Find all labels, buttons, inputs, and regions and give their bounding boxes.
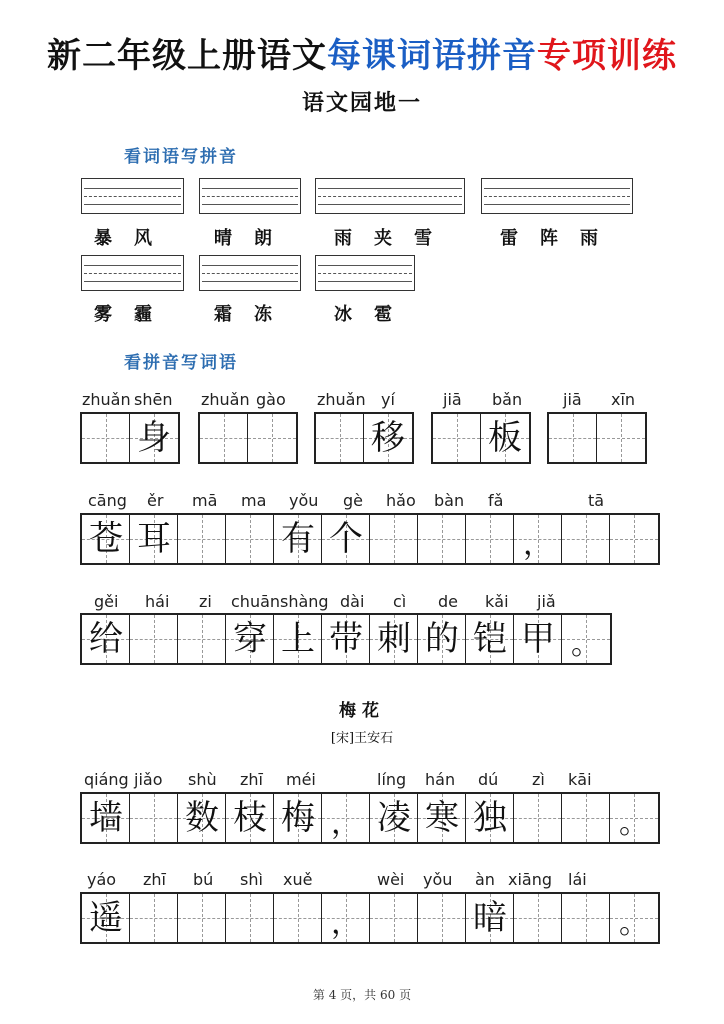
pinyin-syllable: gào: [256, 390, 286, 409]
grid-cell[interactable]: [226, 615, 274, 663]
grid-cell[interactable]: [433, 414, 481, 462]
grid-cell[interactable]: [178, 615, 226, 663]
grid-char: [248, 414, 296, 462]
poem-author: [宋]王安石: [330, 731, 394, 746]
grid-cell[interactable]: [130, 615, 178, 663]
vocab-word: 雨夹雪: [334, 228, 454, 249]
grid-char: [418, 515, 466, 563]
grid-cell[interactable]: [82, 794, 130, 842]
grid-cell[interactable]: [274, 615, 322, 663]
grid-cell[interactable]: [466, 615, 514, 663]
grid-cell[interactable]: [562, 794, 610, 842]
grid-cell[interactable]: [130, 794, 178, 842]
grid-char: [549, 414, 597, 462]
pinyin-syllable: xuě: [283, 870, 313, 889]
word-grid[interactable]: [547, 412, 647, 464]
grid-cell[interactable]: [82, 414, 130, 462]
grid-char: [178, 615, 226, 663]
pinyin-syllable: zhuǎn: [82, 390, 131, 409]
grid-cell[interactable]: [514, 615, 562, 663]
grid-cell[interactable]: [322, 894, 370, 942]
grid-cell[interactable]: [514, 515, 562, 563]
pinyin-syllable: líng: [377, 770, 407, 789]
grid-cell[interactable]: [82, 515, 130, 563]
poem-line2-grid[interactable]: [80, 892, 660, 944]
word-grid[interactable]: [431, 412, 531, 464]
word-grid[interactable]: [314, 412, 414, 464]
pinyin-syllable: kǎi: [485, 592, 509, 611]
grid-char: 遥: [89, 898, 123, 938]
vocab-word: 雷阵雨: [500, 228, 620, 249]
banner-part1: 新二年级上册语文: [47, 36, 327, 76]
grid-char: 铠: [473, 619, 507, 659]
pinyin-syllable: qiáng: [84, 770, 129, 789]
pinyin-syllable: cāng: [88, 491, 127, 510]
grid-cell[interactable]: [549, 414, 597, 462]
grid-cell[interactable]: [418, 894, 466, 942]
grid-cell[interactable]: [178, 894, 226, 942]
grid-cell[interactable]: [610, 894, 658, 942]
grid-cell[interactable]: [226, 515, 274, 563]
vocab-word: 霜冻: [214, 304, 294, 325]
grid-char: 凌: [377, 798, 411, 838]
grid-cell[interactable]: [322, 515, 370, 563]
sentence1-grid[interactable]: [80, 513, 660, 565]
grid-char: 甲: [521, 619, 555, 659]
grid-cell[interactable]: [200, 414, 248, 462]
pinyin-writing-box[interactable]: [199, 178, 301, 214]
grid-cell[interactable]: [316, 414, 364, 462]
grid-char: [200, 414, 248, 462]
pinyin-writing-box[interactable]: [81, 255, 184, 291]
grid-cell[interactable]: [466, 794, 514, 842]
pinyin-syllable: yí: [381, 390, 395, 409]
page-footer: 第 4 页，共 60 页: [312, 988, 412, 1002]
grid-cell[interactable]: [562, 515, 610, 563]
grid-char: 穿: [233, 619, 267, 659]
pinyin-syllable: zhuǎn: [317, 390, 366, 409]
grid-char: [130, 615, 178, 663]
grid-cell[interactable]: [418, 794, 466, 842]
grid-char: 移: [371, 418, 405, 458]
grid-cell[interactable]: [226, 894, 274, 942]
grid-cell[interactable]: [274, 515, 322, 563]
pinyin-syllable: gěi: [94, 592, 119, 611]
pinyin-writing-box[interactable]: [81, 178, 184, 214]
grid-cell[interactable]: [274, 894, 322, 942]
pinyin-syllable: wèi: [377, 870, 405, 889]
grid-cell[interactable]: [226, 794, 274, 842]
pinyin-syllable: lái: [568, 870, 587, 889]
pinyin-syllable: dài: [340, 592, 365, 611]
grid-char: 上: [281, 619, 315, 659]
grid-cell[interactable]: [322, 794, 370, 842]
grid-char: 梅: [281, 798, 315, 838]
grid-char: 个: [329, 519, 363, 559]
pinyin-syllable: gè: [343, 491, 363, 510]
pinyin-syllable: kāi: [568, 770, 592, 789]
grid-char: 数: [185, 798, 219, 838]
vocab-word: 冰雹: [334, 304, 414, 325]
pinyin-syllable: yǒu: [423, 870, 453, 889]
pinyin-syllable: méi: [286, 770, 316, 789]
pinyin-syllable: de: [438, 592, 458, 611]
pinyin-syllable: yáo: [87, 870, 117, 889]
word-grid[interactable]: [80, 412, 180, 464]
grid-char: 寒: [425, 798, 459, 838]
grid-char: [82, 414, 130, 462]
banner-part2: 每课词语拼音: [327, 36, 537, 76]
grid-char: 苍: [89, 519, 123, 559]
pinyin-syllable: tā: [588, 491, 605, 510]
grid-char: [514, 894, 562, 942]
pinyin-syllable: jiǎo: [134, 770, 163, 789]
grid-cell[interactable]: [370, 894, 418, 942]
grid-cell[interactable]: [370, 615, 418, 663]
grid-cell[interactable]: [514, 894, 562, 942]
grid-char: [226, 515, 274, 563]
grid-char: [418, 894, 466, 942]
grid-cell[interactable]: [514, 794, 562, 842]
grid-char: [178, 894, 226, 942]
pinyin-syllable: hái: [145, 592, 170, 611]
grid-cell[interactable]: [274, 794, 322, 842]
grid-char: 身: [137, 418, 171, 458]
grid-cell[interactable]: [322, 615, 370, 663]
section2-title: 看拼音写词语: [124, 353, 238, 373]
pinyin-writing-box[interactable]: [199, 255, 301, 291]
grid-char: [370, 894, 418, 942]
grid-char: 。: [571, 627, 601, 662]
vocab-word: 晴朗: [214, 228, 294, 249]
vocab-word: 雾霾: [94, 304, 174, 325]
grid-cell[interactable]: [466, 894, 514, 942]
grid-cell[interactable]: [130, 515, 178, 563]
pinyin-syllable: bàn: [434, 491, 465, 510]
vocab-word: 暴风: [94, 228, 174, 249]
page-banner: [0, 28, 724, 77]
grid-cell[interactable]: [370, 515, 418, 563]
pinyin-syllable: jiā: [563, 390, 582, 409]
pinyin-syllable: bú: [193, 870, 214, 889]
grid-cell[interactable]: [597, 414, 645, 462]
pinyin-syllable: mā: [192, 491, 218, 510]
grid-char: [316, 414, 364, 462]
grid-char: [274, 894, 322, 942]
grid-char: 暗: [473, 898, 507, 938]
grid-char: [178, 515, 226, 563]
grid-char: ，: [331, 906, 361, 941]
pinyin-syllable: shì: [240, 870, 263, 889]
pinyin-syllable: xiāng: [508, 870, 553, 889]
pinyin-syllable: hǎo: [386, 491, 416, 510]
grid-char: 。: [619, 906, 649, 941]
grid-char: 给: [89, 619, 123, 659]
pinyin-syllable: jiǎ: [537, 592, 556, 611]
pinyin-syllable: ma: [241, 491, 267, 510]
grid-cell[interactable]: [178, 515, 226, 563]
grid-char: [562, 794, 610, 842]
banner-part3: 专项训练: [537, 36, 677, 76]
pinyin-syllable: ěr: [147, 491, 164, 510]
pinyin-syllable: shù: [188, 770, 217, 789]
grid-char: [130, 794, 178, 842]
grid-char: [370, 515, 418, 563]
pinyin-writing-box[interactable]: [481, 178, 633, 214]
pinyin-syllable: chuān: [231, 592, 281, 611]
pinyin-syllable: cì: [393, 592, 407, 611]
grid-char: [433, 414, 481, 462]
grid-cell[interactable]: [418, 615, 466, 663]
pinyin-syllable: zhī: [143, 870, 166, 889]
grid-char: [610, 515, 658, 563]
grid-cell[interactable]: [610, 515, 658, 563]
grid-char: ，: [331, 806, 361, 841]
pinyin-syllable: fǎ: [488, 491, 504, 510]
pinyin-syllable: hán: [425, 770, 456, 789]
grid-char: 带: [329, 619, 363, 659]
grid-cell[interactable]: [418, 515, 466, 563]
grid-char: 的: [425, 619, 459, 659]
grid-char: 耳: [137, 519, 171, 559]
grid-char: 枝: [233, 798, 267, 838]
grid-cell[interactable]: [178, 794, 226, 842]
grid-char: 墙: [89, 798, 123, 838]
grid-char: [130, 894, 178, 942]
grid-cell[interactable]: [82, 615, 130, 663]
section1-title: 看词语写拼音: [124, 147, 238, 167]
pinyin-syllable: zhuǎn: [201, 390, 250, 409]
pinyin-syllable: jiā: [443, 390, 462, 409]
word-grid[interactable]: [198, 412, 298, 464]
grid-char: 有: [281, 519, 315, 559]
grid-char: [226, 894, 274, 942]
poem-title: 梅花: [339, 701, 385, 721]
grid-char: 。: [619, 806, 649, 841]
pinyin-syllable: zì: [532, 770, 545, 789]
grid-char: [514, 794, 562, 842]
pinyin-syllable: zi: [199, 592, 212, 611]
pinyin-syllable: bǎn: [492, 390, 523, 409]
grid-char: [597, 414, 645, 462]
grid-cell[interactable]: [130, 894, 178, 942]
pinyin-syllable: dú: [478, 770, 499, 789]
lesson-title: 语文园地一: [301, 90, 422, 116]
grid-cell[interactable]: [481, 414, 529, 462]
grid-char: 板: [488, 418, 522, 458]
pinyin-syllable: xīn: [611, 390, 636, 409]
pinyin-syllable: zhī: [240, 770, 263, 789]
grid-char: [562, 894, 610, 942]
grid-char: [562, 515, 610, 563]
grid-char: [466, 515, 514, 563]
poem-line1-grid[interactable]: [80, 792, 660, 844]
pinyin-syllable: yǒu: [289, 491, 319, 510]
pinyin-syllable: shàng: [280, 592, 329, 611]
pinyin-writing-box[interactable]: [315, 255, 415, 291]
grid-cell[interactable]: [466, 515, 514, 563]
grid-cell[interactable]: [130, 414, 178, 462]
grid-cell[interactable]: [610, 794, 658, 842]
grid-char: 刺: [377, 619, 411, 659]
grid-cell[interactable]: [562, 615, 610, 663]
grid-cell[interactable]: [562, 894, 610, 942]
grid-char: 独: [473, 798, 507, 838]
pinyin-syllable: shēn: [134, 390, 173, 409]
pinyin-writing-box[interactable]: [315, 178, 465, 214]
pinyin-syllable: àn: [475, 870, 495, 889]
grid-cell[interactable]: [370, 794, 418, 842]
sentence2-grid[interactable]: [80, 613, 612, 665]
grid-cell[interactable]: [82, 894, 130, 942]
grid-cell[interactable]: [248, 414, 296, 462]
grid-char: ，: [523, 527, 553, 562]
grid-cell[interactable]: [364, 414, 412, 462]
